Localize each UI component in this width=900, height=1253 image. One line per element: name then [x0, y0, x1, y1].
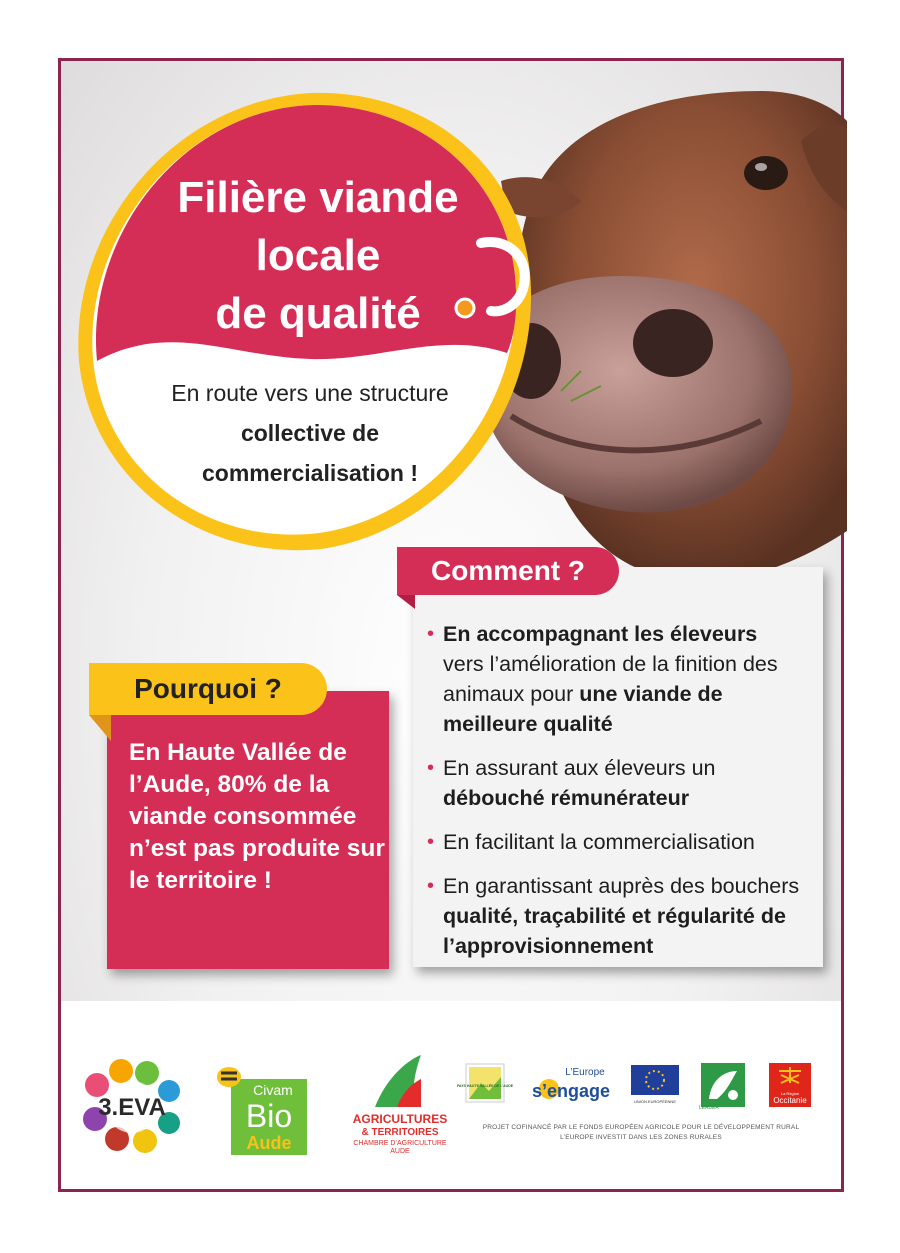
- how-item-1: • En accompagnant les éleveurs vers l’amélioration de la finition des animaux pour une viande de meilleure qualité: [431, 619, 813, 739]
- how-list: [427, 619, 813, 961]
- eu-label-text: UNION EUROPÉENNE: [633, 1099, 677, 1104]
- caption-line-2: L’EUROPE INVESTIT DANS LES ZONES RURALES: [560, 1134, 722, 1141]
- europe-top-text: L’Europe: [565, 1067, 605, 1078]
- leader-logo: [697, 1059, 749, 1111]
- civam-bio-aude-logo: [211, 1061, 311, 1157]
- comment-tab: Comment ?: [397, 547, 619, 595]
- agri-sub-text: & TERRITOIRES: [361, 1127, 439, 1138]
- how-box: [413, 567, 823, 967]
- agri-dept-text: AUDE: [390, 1148, 410, 1155]
- subtitle-line-3: commercialisation !: [201, 460, 419, 486]
- how-item-2: • En assurant aux éleveurs un débouché rémunérateur: [431, 753, 813, 813]
- title-line-3: de qualité: [215, 289, 421, 338]
- bio-text: Bio: [245, 1098, 293, 1134]
- leader-text: LEADER: [699, 1105, 720, 1111]
- eva-logo: [77, 1057, 187, 1157]
- eu-flag-logo: [629, 1063, 681, 1113]
- funding-caption: [471, 1123, 811, 1143]
- title-line-2: locale: [255, 231, 381, 280]
- why-tab: Pourquoi ?: [89, 663, 327, 715]
- europe-sengage-logo: [523, 1063, 613, 1107]
- how-item-4: • En garantissant auprès des bouchers qualité, traçabilité et régularité de l’approvisionnement: [431, 871, 813, 961]
- bullet-icon: •: [427, 831, 435, 853]
- pays-logo-text: PAYS HAUTE VALLÉE DE L’AUDE: [456, 1084, 514, 1088]
- agri-chamber-text: CHAMBRE D’AGRICULTURE: [353, 1140, 447, 1147]
- why-text: En Haute Vallée de l’Aude, 80% de la viande consommée n’est pas produite sur le territoire !: [129, 739, 385, 894]
- poster-title: [133, 169, 503, 343]
- agri-main-text: AGRICULTURES: [352, 1112, 448, 1126]
- aude-text: Aude: [246, 1133, 292, 1153]
- why-tab-fold: [89, 715, 111, 741]
- region-occitanie-logo: [765, 1061, 815, 1111]
- poster-frame: [58, 58, 844, 1192]
- chambre-agriculture-logo: [345, 1051, 455, 1157]
- caption-line-1: PROJET COFINANCÉ PAR LE FONDS EUROPÉEN AGRICOLE POUR LE DÉVELOPPEMENT RURAL: [482, 1124, 800, 1131]
- europe-main-text: s’engage: [531, 1081, 611, 1101]
- comment-tab-fold: [397, 595, 415, 609]
- partner-logos: [61, 1051, 847, 1171]
- region-small-text: La Région: [780, 1091, 800, 1096]
- bullet-icon: •: [427, 875, 435, 897]
- poster-subtitle: [127, 373, 493, 493]
- pays-haute-vallee-logo: [456, 1063, 514, 1103]
- civam-text: Civam: [253, 1082, 293, 1098]
- why-box: [107, 691, 389, 969]
- region-text: Occitanie: [773, 1096, 807, 1105]
- subtitle-line-2: collective de: [240, 420, 380, 446]
- title-line-1: Filière viande: [177, 173, 459, 222]
- how-item-3: • En facilitant la commercialisation: [431, 827, 813, 857]
- bullet-icon: •: [427, 623, 435, 645]
- subtitle-line-1: En route vers une structure: [171, 380, 449, 406]
- bullet-icon: •: [427, 757, 435, 779]
- eva-logo-text: 3.EVA: [98, 1094, 166, 1121]
